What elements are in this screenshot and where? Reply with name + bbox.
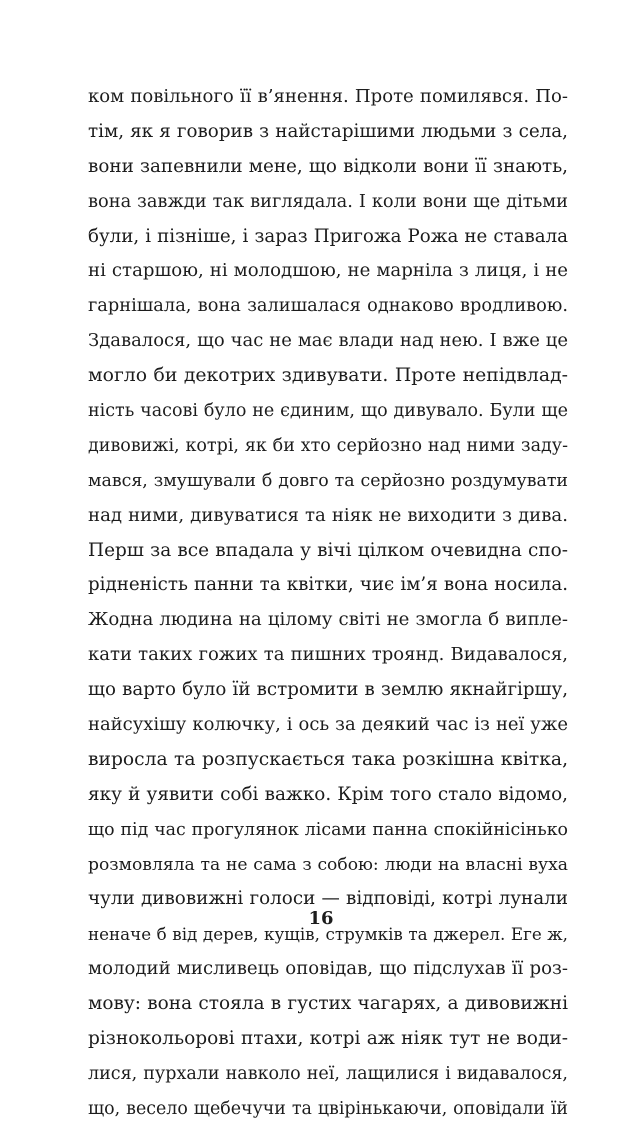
text-line: молодий мисливець оповідав, що підслухав її роз- — [88, 958, 568, 980]
body-text — [88, 80, 568, 1127]
text-line: ні старшою, ні молодшою, не марніла з лиця, і не — [88, 260, 568, 282]
text-line: над ними, дивуватися та ніяк не виходити з дива. — [88, 504, 568, 526]
text-line: могло би декотрих здивувати. Проте непідвлад- — [88, 365, 568, 387]
text-line: що під час прогулянок лісами панна спокійнісінько — [88, 819, 568, 840]
text-line: Жодна людина на цілому світі не змогла б виплe- — [88, 609, 568, 631]
text-line: найсухішу колючку, і ось за деякий час із неї уже — [88, 714, 568, 736]
text-line: що, весело щебечучи та цвірінькаючи, оповідали їй — [88, 1098, 568, 1119]
text-line: Здавалося, що час не має влади над нею. І вже це — [88, 330, 568, 352]
text-line: мався, змушували б довго та серйозно роздумувати — [88, 470, 568, 491]
text-line: кати таких гожих та пишних троянд. Видавалося, — [88, 644, 568, 666]
text-line: мову: вона стояла в густих чагарях, а дивовижні — [88, 993, 568, 1015]
text-line: вона завжди так виглядала. І коли вони ще дітьми — [88, 190, 568, 212]
text-line: рідненість панни та квітки, чиє ім’я вона носила. — [88, 574, 568, 596]
text-line: тім, як я говорив з найстарішими людьми з села, — [88, 120, 568, 142]
text-line: чули дивовижні голоси — відповіді, котрі лунали — [88, 888, 568, 910]
text-line: лися, пурхали навколо неї, лащилися і видавалося, — [88, 1063, 568, 1084]
text-line: різнокольорові птахи, котрі аж ніяк тут не води- — [88, 1028, 568, 1050]
text-line: яку й уявити собі важко. Крім того стало відомо, — [88, 783, 568, 805]
text-line: були, і пізніше, і зараз Пригожа Рожа не ставала — [88, 225, 568, 247]
text-line: виросла та розпускається така розкішна квітка, — [88, 748, 568, 770]
text-line: ність часові було не єдиним, що дивувало. Були ще — [88, 401, 568, 422]
text-line: ком повільного її в’янення. Проте помилявся. По- — [88, 86, 568, 107]
page-number: 16 — [308, 908, 334, 929]
text-line: розмовляла та не сама з собою: люди на власні вуха — [88, 854, 568, 875]
text-line: вони запевнили мене, що відколи вони її знають, — [88, 155, 568, 177]
text-line: дивовижі, котрі, як би хто серйозно над ними заду- — [88, 435, 568, 456]
text-line: гарнішала, вона залишалася однаково вродливою. — [88, 295, 568, 317]
text-line: неначе б від дерев, кущів, струмків та джерел. Еге ж, — [88, 924, 568, 945]
text-line: Перш за все впадала у вічі цілком очевидна спо- — [88, 539, 568, 561]
text-line: що варто було їй встромити в землю якнайгіршу, — [88, 679, 568, 701]
